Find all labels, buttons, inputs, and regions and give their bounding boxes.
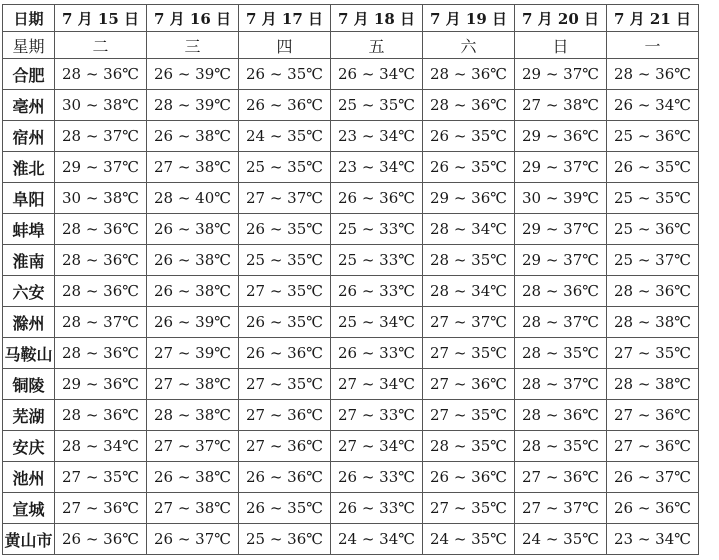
temperature-cell: 27 ~ 37℃ — [147, 431, 239, 462]
temperature-cell: 25 ~ 37℃ — [607, 245, 699, 276]
temperature-cell: 26 ~ 33℃ — [331, 493, 423, 524]
weekday-cell: 三 — [147, 32, 239, 59]
temperature-cell: 26 ~ 35℃ — [239, 307, 331, 338]
temperature-cell: 28 ~ 36℃ — [55, 276, 147, 307]
temperature-cell: 27 ~ 35℃ — [239, 369, 331, 400]
table-row — [3, 276, 699, 307]
table-row — [3, 59, 699, 90]
temperature-cell: 28 ~ 39℃ — [147, 90, 239, 121]
temperature-cell: 28 ~ 37℃ — [55, 121, 147, 152]
temperature-cell: 27 ~ 36℃ — [239, 400, 331, 431]
temperature-cell: 27 ~ 35℃ — [239, 276, 331, 307]
city-name-cell: 黄山市 — [3, 524, 55, 555]
temperature-cell: 28 ~ 36℃ — [55, 245, 147, 276]
city-name-cell: 合肥 — [3, 59, 55, 90]
weekday-cell: 六 — [423, 32, 515, 59]
temperature-cell: 27 ~ 35℃ — [423, 493, 515, 524]
temperature-cell: 28 ~ 34℃ — [423, 214, 515, 245]
temperature-cell: 26 ~ 37℃ — [147, 524, 239, 555]
temperature-cell: 25 ~ 36℃ — [607, 121, 699, 152]
temperature-cell: 28 ~ 36℃ — [55, 214, 147, 245]
temperature-cell: 28 ~ 35℃ — [515, 431, 607, 462]
temperature-cell: 27 ~ 36℃ — [607, 431, 699, 462]
temperature-cell: 25 ~ 36℃ — [607, 214, 699, 245]
temperature-cell: 26 ~ 36℃ — [607, 493, 699, 524]
temperature-cell: 27 ~ 34℃ — [331, 431, 423, 462]
temperature-cell: 27 ~ 36℃ — [607, 400, 699, 431]
weekday-label: 星期 — [3, 32, 55, 59]
temperature-cell: 28 ~ 34℃ — [55, 431, 147, 462]
temperature-cell: 26 ~ 34℃ — [607, 90, 699, 121]
temperature-cell: 24 ~ 35℃ — [239, 121, 331, 152]
weekday-cell: 五 — [331, 32, 423, 59]
table-row — [3, 369, 699, 400]
temperature-cell: 27 ~ 35℃ — [607, 338, 699, 369]
temperature-cell: 26 ~ 35℃ — [239, 214, 331, 245]
temperature-cell: 28 ~ 35℃ — [515, 338, 607, 369]
table-row — [3, 524, 699, 555]
temperature-cell: 29 ~ 36℃ — [423, 183, 515, 214]
temperature-cell: 27 ~ 38℃ — [147, 152, 239, 183]
temperature-cell: 27 ~ 34℃ — [331, 369, 423, 400]
city-name-cell: 马鞍山 — [3, 338, 55, 369]
temperature-cell: 28 ~ 37℃ — [515, 307, 607, 338]
city-name-cell: 淮南 — [3, 245, 55, 276]
temperature-cell: 28 ~ 36℃ — [423, 59, 515, 90]
temperature-cell: 26 ~ 37℃ — [607, 462, 699, 493]
temperature-cell: 26 ~ 36℃ — [239, 338, 331, 369]
temperature-cell: 28 ~ 38℃ — [607, 307, 699, 338]
temperature-cell: 30 ~ 39℃ — [515, 183, 607, 214]
temperature-cell: 26 ~ 38℃ — [147, 245, 239, 276]
date-header-cell: 7 月 21 日 — [607, 5, 699, 32]
temperature-cell: 26 ~ 38℃ — [147, 276, 239, 307]
date-corner-label: 日期 — [3, 5, 55, 32]
table-row — [3, 493, 699, 524]
temperature-cell: 29 ~ 37℃ — [515, 59, 607, 90]
temperature-cell: 26 ~ 35℃ — [607, 152, 699, 183]
temperature-cell: 23 ~ 34℃ — [331, 152, 423, 183]
temperature-cell: 27 ~ 37℃ — [423, 307, 515, 338]
date-header-cell: 7 月 16 日 — [147, 5, 239, 32]
temperature-cell: 26 ~ 36℃ — [331, 183, 423, 214]
city-name-cell: 宿州 — [3, 121, 55, 152]
city-name-cell: 宣城 — [3, 493, 55, 524]
temperature-cell: 26 ~ 35℃ — [239, 493, 331, 524]
weekday-cell: 日 — [515, 32, 607, 59]
temperature-cell: 25 ~ 35℃ — [239, 245, 331, 276]
table-row — [3, 462, 699, 493]
temperature-cell: 27 ~ 35℃ — [55, 462, 147, 493]
temperature-cell: 28 ~ 36℃ — [55, 59, 147, 90]
temperature-cell: 28 ~ 36℃ — [55, 400, 147, 431]
weekday-row — [3, 32, 699, 59]
temperature-cell: 27 ~ 36℃ — [515, 462, 607, 493]
temperature-cell: 27 ~ 38℃ — [147, 369, 239, 400]
temperature-cell: 29 ~ 37℃ — [515, 152, 607, 183]
temperature-cell: 26 ~ 36℃ — [239, 90, 331, 121]
table-row — [3, 307, 699, 338]
temperature-cell: 27 ~ 36℃ — [239, 431, 331, 462]
temperature-cell: 26 ~ 38℃ — [147, 214, 239, 245]
date-header-cell: 7 月 20 日 — [515, 5, 607, 32]
city-name-cell: 阜阳 — [3, 183, 55, 214]
temperature-cell: 27 ~ 36℃ — [423, 369, 515, 400]
temperature-cell: 25 ~ 36℃ — [239, 524, 331, 555]
temperature-cell: 26 ~ 39℃ — [147, 307, 239, 338]
temperature-cell: 25 ~ 33℃ — [331, 245, 423, 276]
temperature-cell: 25 ~ 35℃ — [331, 90, 423, 121]
weekday-cell: 四 — [239, 32, 331, 59]
temperature-cell: 27 ~ 37℃ — [515, 493, 607, 524]
temperature-cell: 27 ~ 38℃ — [515, 90, 607, 121]
temperature-cell: 25 ~ 34℃ — [331, 307, 423, 338]
table-row — [3, 338, 699, 369]
table-row — [3, 245, 699, 276]
temperature-cell: 28 ~ 40℃ — [147, 183, 239, 214]
temperature-cell: 26 ~ 35℃ — [423, 152, 515, 183]
city-name-cell: 池州 — [3, 462, 55, 493]
temperature-cell: 30 ~ 38℃ — [55, 90, 147, 121]
temperature-cell: 27 ~ 36℃ — [55, 493, 147, 524]
city-name-cell: 滁州 — [3, 307, 55, 338]
table-row — [3, 400, 699, 431]
temperature-cell: 26 ~ 38℃ — [147, 462, 239, 493]
temperature-cell: 24 ~ 35℃ — [423, 524, 515, 555]
temperature-cell: 28 ~ 36℃ — [607, 276, 699, 307]
table-row — [3, 183, 699, 214]
date-header-cell: 7 月 18 日 — [331, 5, 423, 32]
temperature-cell: 27 ~ 39℃ — [147, 338, 239, 369]
date-header-row — [3, 5, 699, 32]
temperature-cell: 24 ~ 34℃ — [331, 524, 423, 555]
temperature-cell: 27 ~ 33℃ — [331, 400, 423, 431]
temperature-cell: 29 ~ 37℃ — [55, 152, 147, 183]
temperature-cell: 26 ~ 39℃ — [147, 59, 239, 90]
temperature-cell: 27 ~ 35℃ — [423, 400, 515, 431]
temperature-cell: 23 ~ 34℃ — [331, 121, 423, 152]
temperature-cell: 25 ~ 35℃ — [607, 183, 699, 214]
temperature-cell: 23 ~ 34℃ — [607, 524, 699, 555]
temperature-cell: 29 ~ 36℃ — [55, 369, 147, 400]
table-row — [3, 214, 699, 245]
temperature-cell: 26 ~ 34℃ — [331, 59, 423, 90]
temperature-cell: 26 ~ 36℃ — [55, 524, 147, 555]
temperature-cell: 24 ~ 35℃ — [515, 524, 607, 555]
temperature-cell: 28 ~ 36℃ — [423, 90, 515, 121]
temperature-cell: 28 ~ 35℃ — [423, 245, 515, 276]
temperature-cell: 25 ~ 33℃ — [331, 214, 423, 245]
temperature-cell: 28 ~ 38℃ — [607, 369, 699, 400]
city-name-cell: 安庆 — [3, 431, 55, 462]
weekday-cell: 一 — [607, 32, 699, 59]
temperature-cell: 25 ~ 35℃ — [239, 152, 331, 183]
table-row — [3, 431, 699, 462]
temperature-cell: 29 ~ 36℃ — [515, 121, 607, 152]
temperature-cell: 26 ~ 35℃ — [239, 59, 331, 90]
forecast-table-wrapper — [2, 4, 699, 555]
temperature-cell: 28 ~ 35℃ — [423, 431, 515, 462]
temperature-cell: 28 ~ 37℃ — [515, 369, 607, 400]
temperature-cell: 27 ~ 38℃ — [147, 493, 239, 524]
temperature-cell: 26 ~ 33℃ — [331, 462, 423, 493]
weekday-cell: 二 — [55, 32, 147, 59]
city-name-cell: 蚌埠 — [3, 214, 55, 245]
temperature-cell: 27 ~ 35℃ — [423, 338, 515, 369]
temperature-cell: 26 ~ 35℃ — [423, 121, 515, 152]
temperature-cell: 26 ~ 36℃ — [239, 462, 331, 493]
table-row — [3, 90, 699, 121]
temperature-cell: 28 ~ 36℃ — [607, 59, 699, 90]
temperature-cell: 26 ~ 38℃ — [147, 121, 239, 152]
temperature-cell: 29 ~ 37℃ — [515, 245, 607, 276]
temperature-cell: 28 ~ 36℃ — [515, 400, 607, 431]
temperature-cell: 28 ~ 36℃ — [55, 338, 147, 369]
temperature-cell: 28 ~ 37℃ — [55, 307, 147, 338]
temperature-cell: 26 ~ 33℃ — [331, 338, 423, 369]
city-name-cell: 芜湖 — [3, 400, 55, 431]
temperature-cell: 28 ~ 34℃ — [423, 276, 515, 307]
temperature-cell: 29 ~ 37℃ — [515, 214, 607, 245]
city-name-cell: 亳州 — [3, 90, 55, 121]
city-name-cell: 铜陵 — [3, 369, 55, 400]
temperature-cell: 27 ~ 37℃ — [239, 183, 331, 214]
temperature-cell: 26 ~ 36℃ — [423, 462, 515, 493]
date-header-cell: 7 月 19 日 — [423, 5, 515, 32]
date-header-cell: 7 月 15 日 — [55, 5, 147, 32]
temperature-cell: 30 ~ 38℃ — [55, 183, 147, 214]
temperature-cell: 28 ~ 38℃ — [147, 400, 239, 431]
temperature-cell: 28 ~ 36℃ — [515, 276, 607, 307]
table-row — [3, 152, 699, 183]
city-name-cell: 淮北 — [3, 152, 55, 183]
table-row — [3, 121, 699, 152]
date-header-cell: 7 月 17 日 — [239, 5, 331, 32]
temperature-cell: 26 ~ 33℃ — [331, 276, 423, 307]
city-name-cell: 六安 — [3, 276, 55, 307]
temperature-forecast-table — [2, 4, 699, 555]
